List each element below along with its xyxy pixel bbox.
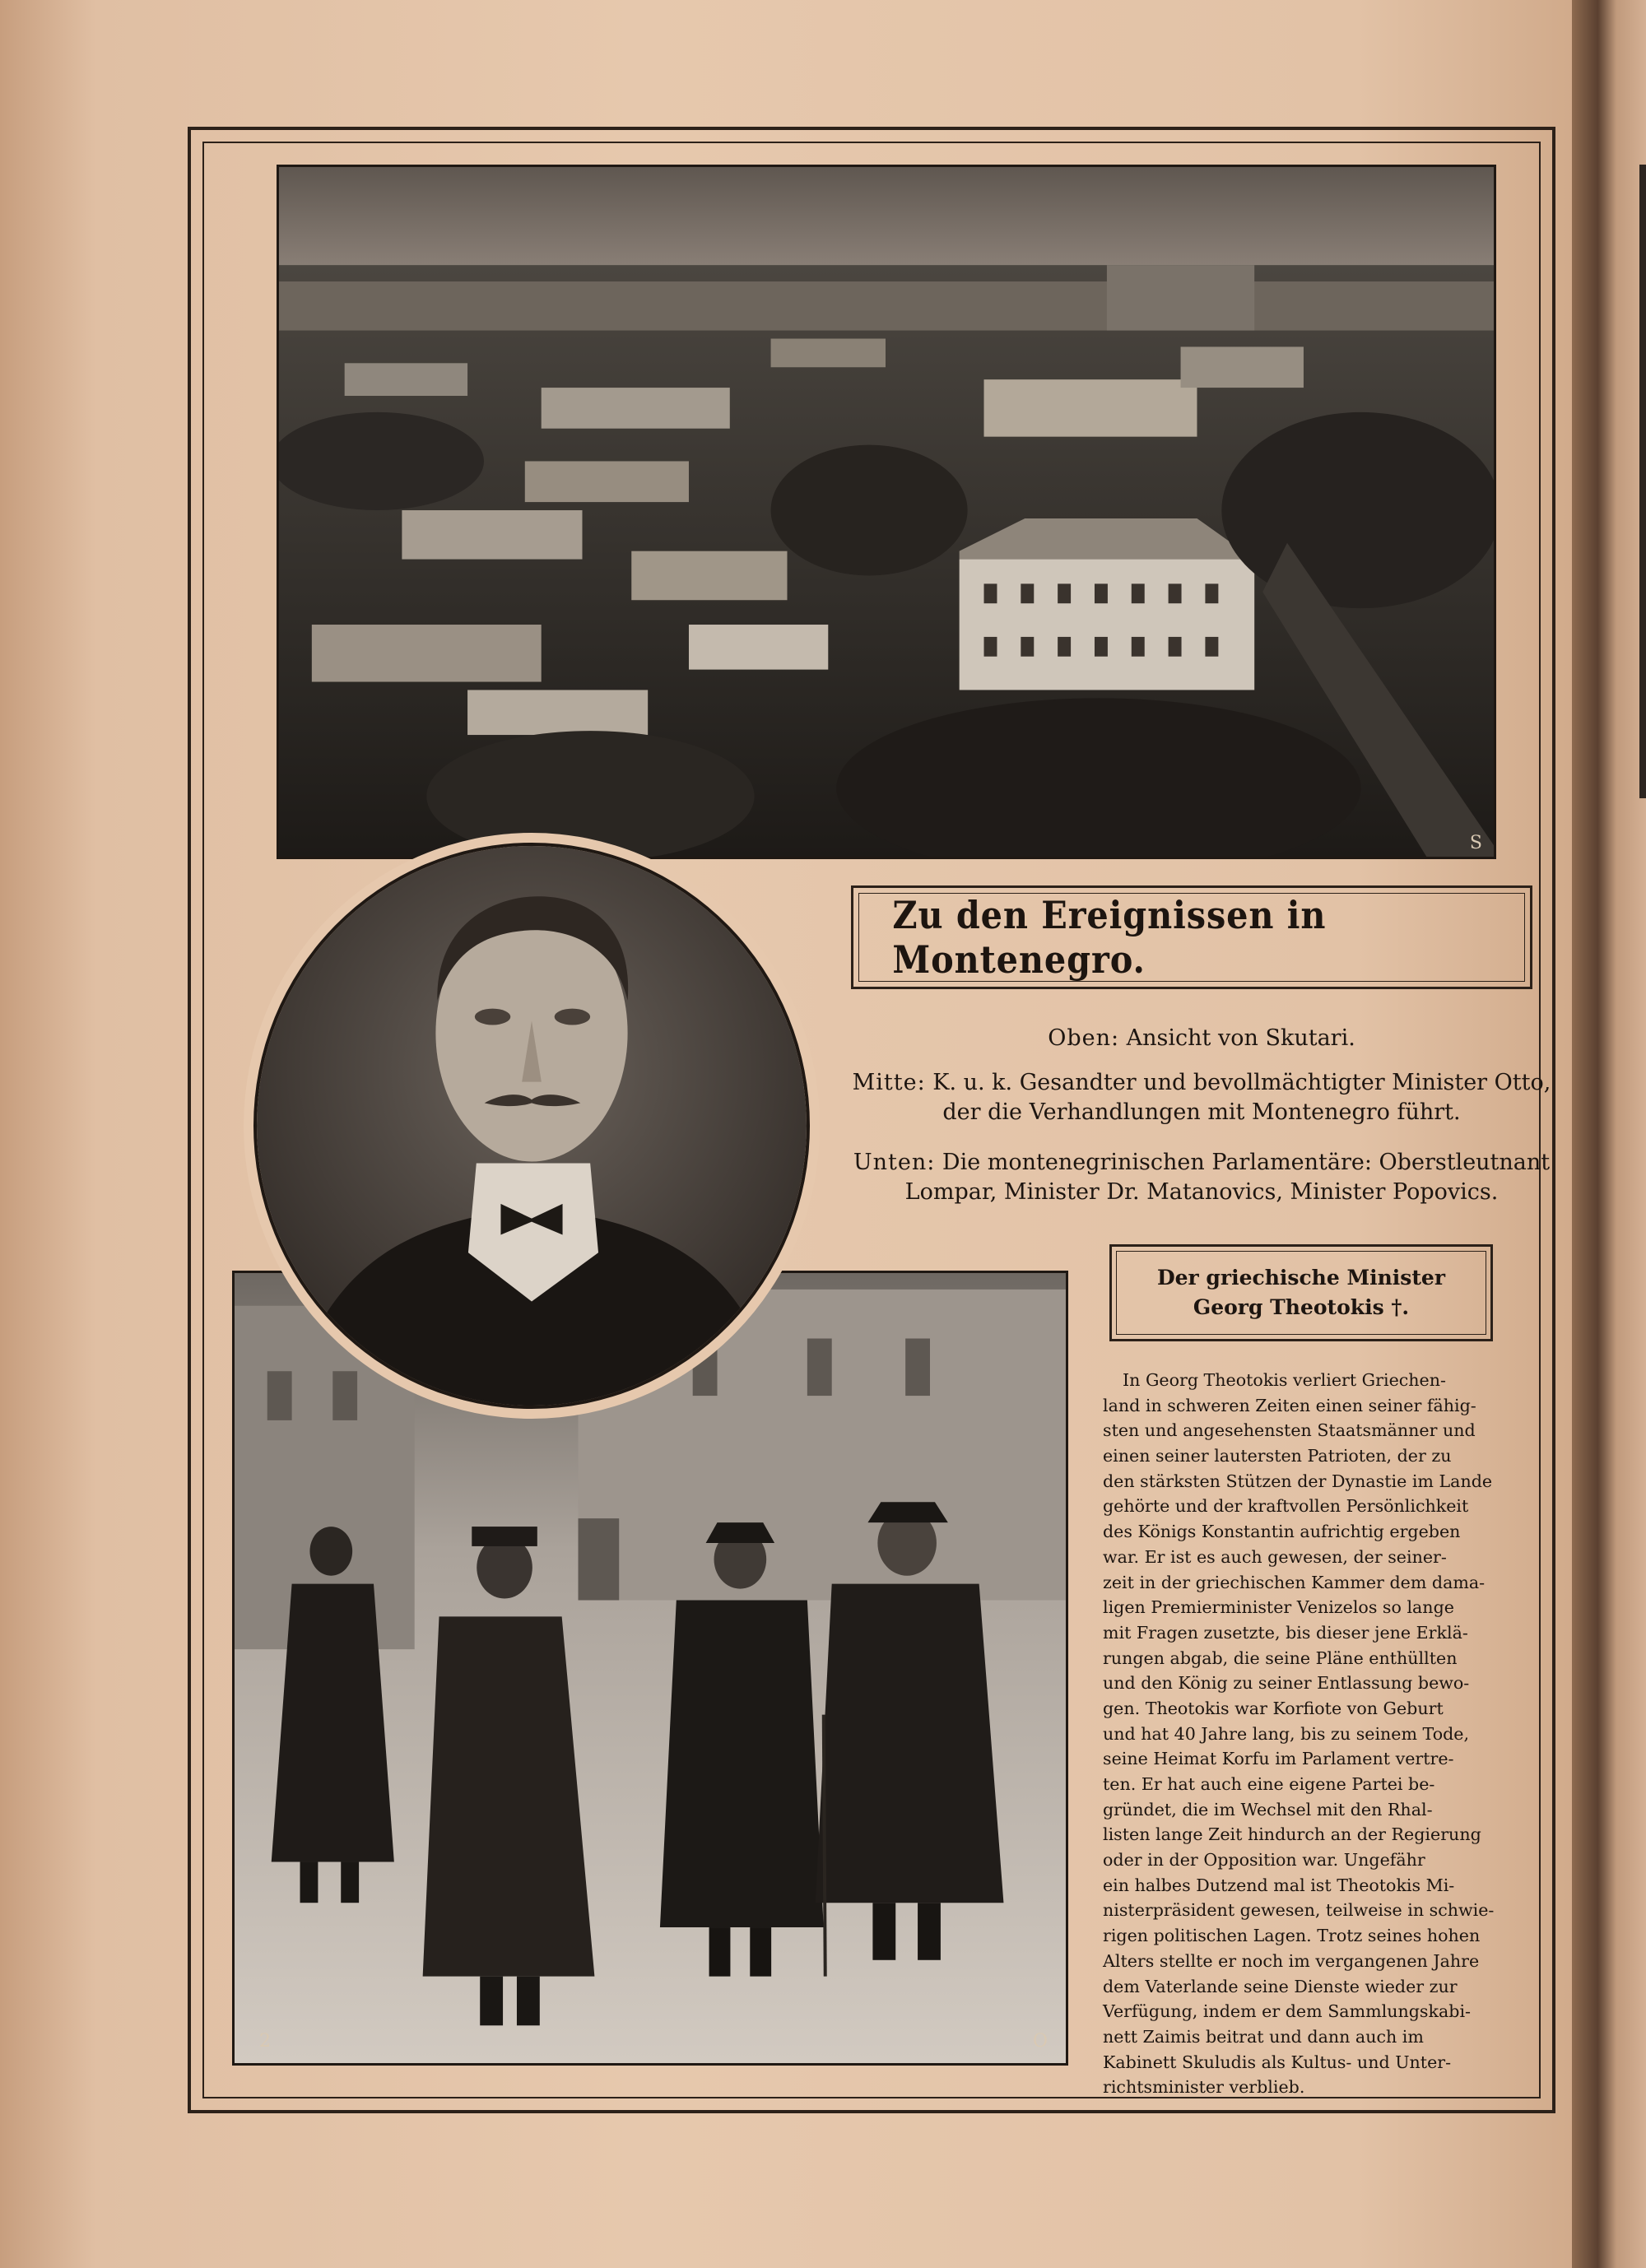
obituary-heading-line2: Georg Theotokis †.	[1193, 1295, 1410, 1319]
article-line: zeit in der griechischen Kammer dem dama-	[1103, 1572, 1486, 1592]
adjacent-page-photo-edge	[1639, 165, 1646, 798]
article-line: gründet, die im Wechsel mit den Rhal-	[1103, 1799, 1433, 1820]
article-line: rigen politischen Lagen. Trotz seines hohen	[1103, 1926, 1481, 1946]
caption-bottom	[848, 1148, 1555, 1207]
article-line: einen seiner lautersten Patrioten, der zu	[1103, 1446, 1452, 1466]
article-line: ligen Premierminister Venizelos so lange	[1103, 1597, 1454, 1618]
article-line: des Königs Konstantin aufrichtig ergeben	[1103, 1522, 1461, 1542]
article-line: den stärksten Stützen der Dynastie im Lande	[1103, 1471, 1493, 1491]
caption-middle-line1: K. u. k. Gesandter und bevollmächtigter Minister Otto,	[932, 1070, 1551, 1095]
obituary-heading-box	[1109, 1244, 1493, 1341]
caption-middle	[848, 1068, 1555, 1127]
article-line: richtsminister verblieb.	[1103, 2077, 1305, 2098]
minister-otto-portrait	[253, 843, 810, 1409]
article-line: und den König zu seiner Entlassung bewo-	[1103, 1673, 1470, 1694]
page-title-box	[851, 885, 1532, 989]
article-line: rungen abgab, die seine Pläne enthüllten	[1103, 1648, 1458, 1668]
caption-bottom-line1: Die montenegrinischen Parlamentäre: Oberstleutnant	[942, 1150, 1551, 1175]
article-line: dem Vaterlande seine Dienste wieder zur	[1103, 1976, 1458, 1996]
article-line: Alters stellte er noch im vergangenen Jahre	[1103, 1950, 1480, 1971]
article-line: In Georg Theotokis verliert Griechen-	[1123, 1370, 1446, 1390]
caption-bottom-label: Unten:	[853, 1150, 936, 1175]
article-line: oder in der Opposition war. Ungefähr	[1103, 1850, 1425, 1871]
article-line: war. Er ist es auch gewesen, der seiner-	[1103, 1546, 1447, 1567]
caption-middle-label: Mitte:	[852, 1070, 926, 1095]
article-line: sten und angesehensten Staatsmänner und	[1103, 1420, 1476, 1441]
article-line: Kabinett Skuludis als Kultus- und Unter-	[1103, 2052, 1452, 2072]
article-line: nett Zaimis beitrat und dann auch im	[1103, 2026, 1424, 2047]
photo-mark-left: 2	[259, 2031, 271, 2052]
article-line: mit Fragen zusetzte, bis dieser jene Erklä-	[1103, 1622, 1468, 1643]
obituary-article	[1103, 1368, 1547, 2100]
article-line: gehörte und der kraftvollen Persönlichkeit	[1103, 1496, 1469, 1517]
article-line: listen lange Zeit hindurch an der Regierung	[1103, 1824, 1481, 1845]
skutari-city-view-photo	[277, 165, 1496, 859]
article-line: land in schweren Zeiten einen seiner fähig-	[1103, 1395, 1476, 1415]
caption-middle-line2: der die Verhandlungen mit Montenegro führt.	[942, 1099, 1461, 1125]
article-line: gen. Theotokis war Korfiote von Geburt	[1103, 1698, 1444, 1718]
page-title-box-inner	[858, 893, 1525, 982]
page-gutter	[1572, 0, 1646, 2268]
caption-top-text: Ansicht von Skutari.	[1126, 1025, 1355, 1051]
article-line: Verfügung, indem er dem Sammlungskabi-	[1103, 2001, 1471, 2022]
caption-top-label: Oben:	[1048, 1025, 1120, 1051]
page-title: Zu den Ereignissen in Montenegro.	[892, 893, 1327, 982]
obituary-heading-inner	[1116, 1251, 1486, 1335]
article-line: und hat 40 Jahre lang, bis zu seinem Tode,	[1103, 1723, 1470, 1744]
photo-corner-mark: S	[1469, 833, 1482, 853]
caption-top	[848, 1024, 1555, 1053]
article-line: ein halbes Dutzend mal ist Theotokis Mi-	[1103, 1875, 1455, 1895]
article-line: nisterpräsident gewesen, teilweise in schwie-	[1103, 1900, 1495, 1921]
caption-bottom-line2: Lompar, Minister Dr. Matanovics, Minister Popovics.	[904, 1179, 1499, 1205]
article-line: ten. Er hat auch eine eigene Partei be-	[1103, 1774, 1435, 1794]
article-line: seine Heimat Korfu im Parlament vertre-	[1103, 1749, 1454, 1769]
obituary-heading-line1: Der griechische Minister	[1156, 1266, 1446, 1290]
photo-mark-right: O	[1032, 2031, 1048, 2052]
